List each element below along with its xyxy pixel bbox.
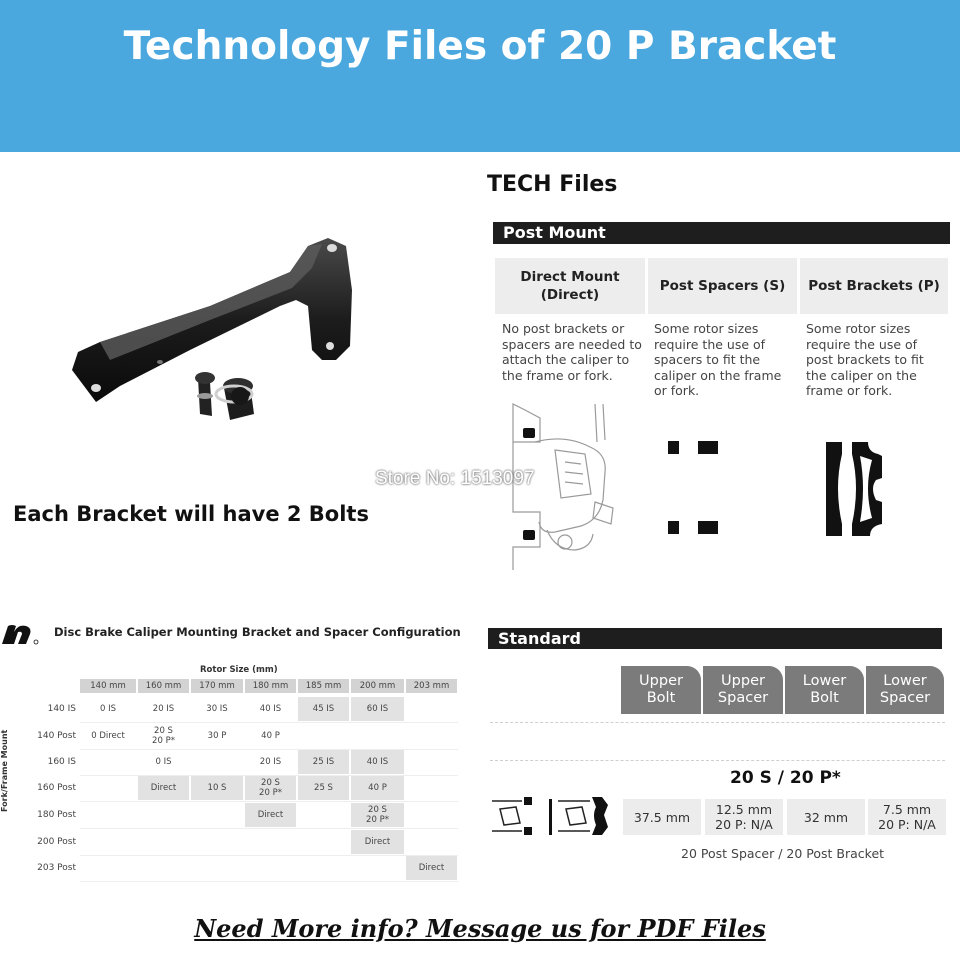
caliper-icons — [488, 795, 616, 839]
config-cell: 0 IS — [99, 704, 116, 714]
config-cell — [80, 830, 136, 854]
config-cell — [191, 750, 243, 774]
config-cell: 60 IS — [351, 697, 404, 721]
post-brackets-description: Some rotor sizes require the use of post brackets to fit the caliper on the frame or fork. — [806, 321, 924, 398]
rotor-column-header: 200 mm — [351, 679, 404, 693]
config-cell: 40 IS — [259, 704, 282, 714]
rotor-column-header: 160 mm — [138, 679, 189, 693]
config-row-label: 140 IS — [47, 704, 76, 714]
config-row-label: 200 Post — [37, 837, 76, 847]
footer-message: Need More info? Message us for PDF Files — [194, 914, 766, 943]
config-cell — [191, 830, 243, 854]
config-cell — [298, 803, 349, 827]
config-cell: 20 IS — [259, 757, 282, 767]
lower-spacer-value: 7.5 mm 20 P: N/A — [868, 799, 946, 835]
post-spacer-shape — [668, 441, 679, 454]
direct-mount-heading: Direct Mount (Direct) — [495, 258, 645, 314]
config-cell — [80, 750, 136, 774]
config-row-divider — [80, 801, 458, 802]
config-cell — [80, 856, 136, 880]
banner-title: Technology Files of 20 P Bracket — [123, 24, 837, 69]
config-cell — [406, 803, 457, 827]
config-cell: Direct — [245, 803, 296, 827]
post-spacers-heading: Post Spacers (S) — [648, 258, 797, 314]
rotor-column-header: 180 mm — [245, 679, 296, 693]
config-cell — [245, 830, 296, 854]
tech-files-title: TECH Files — [487, 172, 618, 197]
config-cell: 20 S 20 P* — [351, 803, 404, 827]
upper-spacer-value: 12.5 mm 20 P: N/A — [705, 799, 783, 835]
upper-bolt-header: Upper Bolt — [621, 666, 701, 714]
lower-spacer-header: Lower Spacer — [866, 666, 944, 714]
config-row-label: 180 Post — [37, 810, 76, 820]
config-cell — [245, 856, 296, 880]
config-cell: 0 Direct — [91, 731, 125, 741]
rotor-column-header: 185 mm — [298, 679, 349, 693]
config-cell: 10 S — [191, 776, 243, 800]
store-watermark: Store No: 1513097 — [375, 468, 535, 489]
fork-frame-axis-label: Fork/Frame Mount — [0, 729, 9, 812]
config-cell — [406, 830, 457, 854]
config-cell: 20 S 20 P* — [152, 726, 175, 746]
config-cell: 40 IS — [351, 750, 404, 774]
rotor-column-header: 140 mm — [80, 679, 136, 693]
config-cell: 25 S — [298, 776, 349, 800]
upper-spacer-header: Upper Spacer — [703, 666, 783, 714]
config-cell: 30 P — [207, 731, 227, 741]
config-cell — [298, 856, 349, 880]
config-cell: 20 S 20 P* — [245, 776, 296, 800]
config-row-divider — [80, 722, 458, 723]
config-row-label: 140 Post — [37, 731, 76, 741]
config-title: Disc Brake Caliper Mounting Bracket and Spacer Configuration — [54, 625, 461, 639]
rotor-column-header: 203 mm — [406, 679, 457, 693]
config-row-label: 203 Post — [37, 863, 76, 873]
standard-bar: Standard — [488, 628, 942, 649]
config-cell — [406, 776, 457, 800]
config-cell — [406, 724, 457, 748]
config-row-label: 160 Post — [37, 783, 76, 793]
standard-caption: 20 Post Spacer / 20 Post Bracket — [681, 846, 885, 861]
config-cell: 40 P — [261, 731, 280, 741]
post-brackets-heading: Post Brackets (P) — [800, 258, 948, 314]
lower-bolt-header: Lower Bolt — [785, 666, 864, 714]
config-cell: Direct — [138, 776, 189, 800]
config-cell — [191, 856, 243, 880]
config-cell: 0 IS — [155, 757, 172, 767]
post-spacer-shape — [668, 521, 679, 534]
direct-mount-description: No post brackets or spacers are needed to attach the caliper to the frame or fork. — [502, 321, 642, 383]
brand-logo — [2, 622, 42, 646]
bracket-photo — [60, 210, 360, 430]
post-spacers-description: Some rotor sizes require the use of spacers to fit the caliper on the frame or fork. — [654, 321, 782, 398]
config-cell: Direct — [406, 856, 457, 880]
post-spacer-shape — [698, 521, 718, 534]
config-cell — [351, 856, 404, 880]
config-row-divider — [80, 828, 458, 829]
upper-bolt-value: 37.5 mm — [623, 799, 701, 835]
config-cell: 45 IS — [298, 697, 349, 721]
config-row-label: 160 IS — [47, 757, 76, 767]
standard-value-title: 20 S / 20 P* — [730, 768, 841, 788]
post-mount-bar: Post Mount — [493, 222, 950, 244]
post-spacer-shape — [698, 441, 718, 454]
config-cell — [138, 856, 189, 880]
config-cell: 40 P — [351, 776, 404, 800]
rotor-size-label: Rotor Size (mm) — [200, 665, 278, 675]
config-cell — [80, 776, 136, 800]
divider — [490, 722, 945, 723]
rotor-column-header: 170 mm — [191, 679, 243, 693]
divider — [490, 760, 945, 761]
config-cell — [80, 803, 136, 827]
post-bracket-icon — [822, 438, 886, 540]
config-cell: Direct — [351, 830, 404, 854]
config-cell — [138, 830, 189, 854]
config-cell — [191, 803, 243, 827]
config-cell: 25 IS — [298, 750, 349, 774]
config-cell — [406, 750, 457, 774]
config-row-divider — [80, 881, 458, 882]
bolts-caption: Each Bracket will have 2 Bolts — [13, 502, 369, 526]
title-banner — [0, 0, 960, 152]
config-cell — [138, 803, 189, 827]
config-cell: 20 IS — [152, 704, 175, 714]
lower-bolt-value: 32 mm — [787, 799, 865, 835]
config-cell — [406, 697, 457, 721]
config-cell — [298, 830, 349, 854]
config-cell — [298, 724, 349, 748]
config-cell: 30 IS — [206, 704, 228, 714]
config-cell — [351, 724, 404, 748]
